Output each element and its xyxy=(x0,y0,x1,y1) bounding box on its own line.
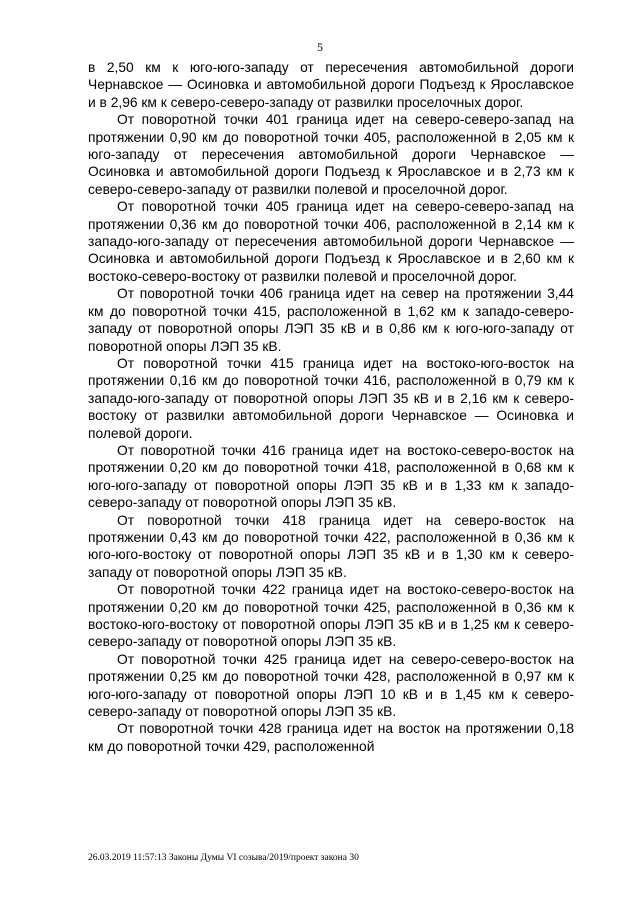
page-number: 5 xyxy=(317,40,323,54)
paragraph: От поворотной точки 406 граница идет на север на протяжении 3,44 км до поворотной точки 415, расположенной в 1,62 км к западо-северо-западу от поворотной опоры ЛЭП 35 кВ и в 0,86 км к юго-юго-западу от поворотной опоры ЛЭП 35 кВ. xyxy=(88,286,574,354)
paragraph: От поворотной точки 428 граница идет на восток на протяжении 0,18 км до поворотной точки 429, расположенной xyxy=(88,721,574,754)
paragraph: От поворотной точки 422 граница идет на востоко-северо-восток на протяжении 0,20 км до поворотной точки 425, расположенной в 0,36 км к востоко-юго-востоку от поворотной опоры ЛЭП 35 кВ и в 1,25 км к северо-северо-западу от поворотной опоры ЛЭП 35 кВ. xyxy=(88,582,574,650)
paragraph: От поворотной точки 405 граница идет на северо-северо-запад на протяжении 0,36 км до поворотной точки 406, расположенной в 2,14 км к западо-юго-западу от пересечения автомобильной дороги Чернавское — Осиновка и автомобильной дороги Подъезд к Ярославское и в 2,60 км к востоко-северо-востоку от развилки полевой и проселочной дорог. xyxy=(88,199,574,284)
paragraph: От поворотной точки 416 граница идет на востоко-северо-восток на протяжении 0,20 км до поворотной точки 418, расположенной в 0,68 км к юго-юго-западу от поворотной опоры ЛЭП 35 кВ и в 1,33 км к западо-северо-западу от поворотной опоры ЛЭП 35 кВ. xyxy=(88,442,574,511)
paragraph: От поворотной точки 425 граница идет на северо-северо-восток на протяжении 0,25 км до поворотной точки 428, расположенной в 0,97 км к юго-юго-западу от поворотной опоры ЛЭП 10 кВ и в 1,45 км к северо-северо-западу от поворотной опоры ЛЭП 35 кВ. xyxy=(88,651,574,720)
paragraph: От поворотной точки 401 граница идет на северо-северо-запад на протяжении 0,90 км до поворотной точки 405, расположенной в 2,05 км к юго-западу от пересечения автомобильной дороги Чернавское — Осиновка и автомобильной дороги Подъезд к Ярославское и в 2,73 км к северо-северо-западу от развилки полевой и проселочной дорог. xyxy=(88,112,574,197)
document-footer: 26.03.2019 11:57:13 Законы Думы VI созыва/2019/проект закона 30 xyxy=(88,853,359,863)
document-body xyxy=(88,59,574,755)
paragraph: От поворотной точки 418 граница идет на северо-восток на протяжении 0,43 км до поворотной точки 422, расположенной в 0,36 км к юго-юго-востоку от поворотной опоры ЛЭП 35 кВ и в 1,30 км к северо-западу от поворотной опоры ЛЭП 35 кВ. xyxy=(88,512,574,580)
paragraph: в 2,50 км к юго-юго-западу от пересечения автомобильной дороги Чернавское — Осиновка и автомобильной дороги Подъезд к Ярославское и в 2,96 км к северо-северо-западу от развилки проселочных дорог. xyxy=(88,60,574,110)
paragraph: От поворотной точки 415 граница идет на востоко-юго-восток на протяжении 0,16 км до поворотной точки 416, расположенной в 0,79 км к западо-юго-западу от поворотной опоры ЛЭП 35 кВ и в 2,16 км к северо-востоку от развилки автомобильной дороги Чернавское — Осиновка и полевой дороги. xyxy=(88,355,574,441)
